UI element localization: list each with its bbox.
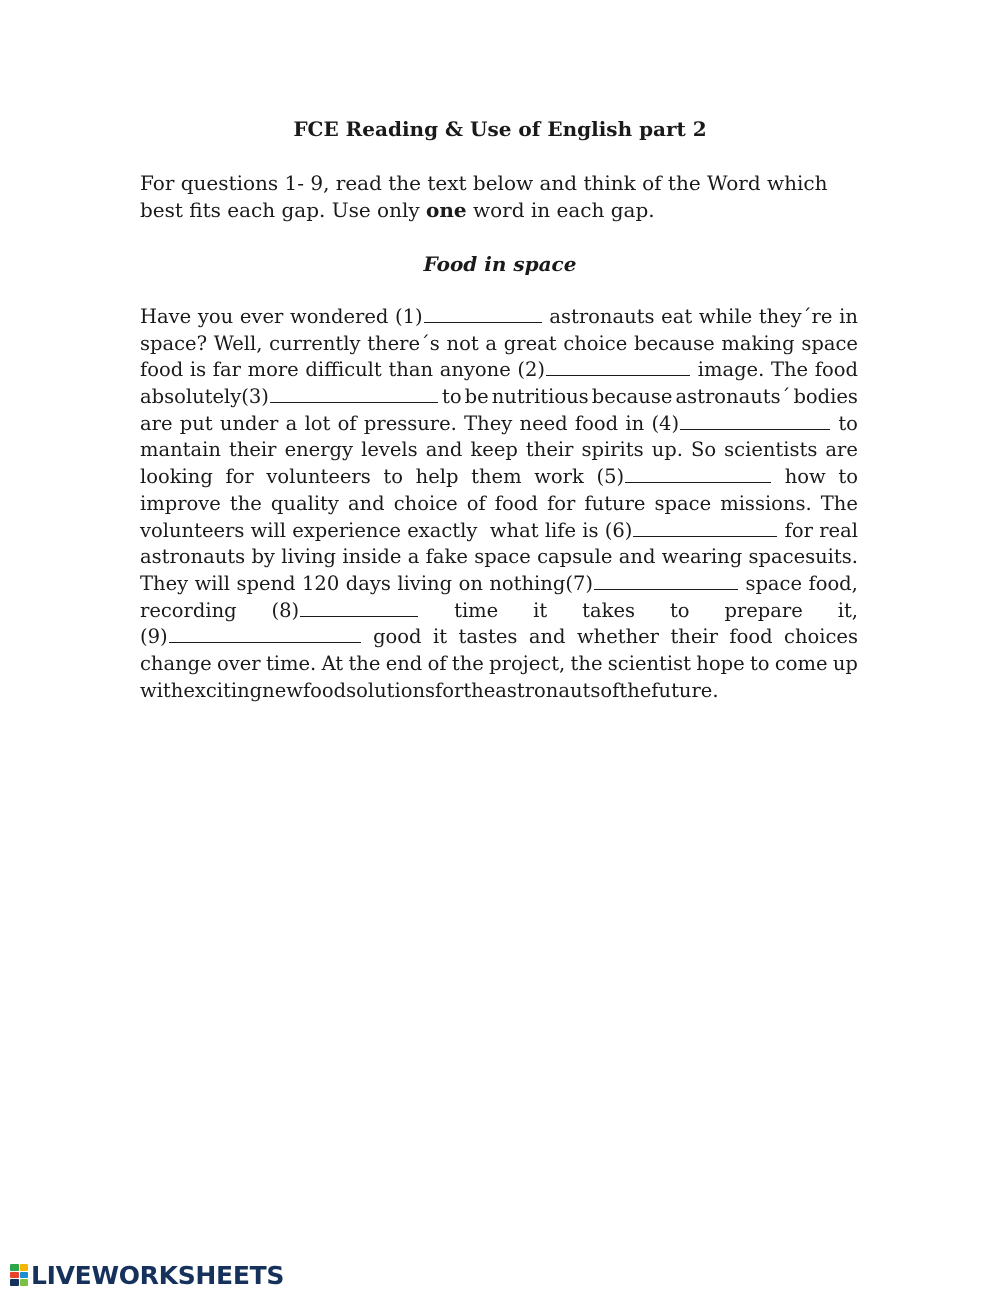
word: The bbox=[820, 491, 858, 515]
word: the bbox=[229, 491, 262, 515]
word: missions. bbox=[720, 491, 812, 515]
word: spend bbox=[236, 571, 296, 595]
word: up bbox=[832, 651, 858, 675]
word: (6) bbox=[605, 518, 779, 545]
word: spacesuits. bbox=[748, 545, 858, 569]
word: on bbox=[458, 571, 483, 595]
word: than bbox=[388, 358, 434, 382]
word: space bbox=[654, 491, 712, 515]
word: to bbox=[669, 598, 690, 622]
word: food bbox=[302, 678, 347, 702]
logo-text: LIVEWORKSHEETS bbox=[31, 1260, 285, 1290]
text-line bbox=[140, 357, 858, 384]
word: wondered bbox=[290, 305, 389, 328]
word: in bbox=[625, 411, 645, 435]
word: They bbox=[140, 571, 189, 595]
word: currently bbox=[269, 331, 361, 355]
word: are bbox=[140, 411, 173, 435]
text-line bbox=[140, 437, 858, 464]
text-line bbox=[140, 331, 858, 358]
page-heading: FCE Reading & Use of English part 2 bbox=[293, 117, 707, 141]
word: food bbox=[574, 411, 619, 435]
word: more bbox=[247, 358, 299, 382]
word: astronauts bbox=[140, 545, 246, 569]
word: living bbox=[281, 545, 337, 569]
word: days bbox=[345, 571, 391, 595]
answer-gap-6[interactable] bbox=[633, 518, 777, 537]
logo-tile bbox=[20, 1264, 29, 1271]
word: over bbox=[217, 651, 261, 675]
word: put bbox=[179, 411, 213, 435]
word: hope bbox=[696, 651, 745, 675]
word: So bbox=[691, 438, 717, 462]
word: takes bbox=[582, 598, 635, 622]
word: to bbox=[749, 651, 770, 675]
word: The bbox=[770, 358, 809, 382]
word: choice bbox=[563, 331, 628, 355]
word: are bbox=[825, 438, 858, 462]
word: you bbox=[197, 305, 234, 328]
word: help bbox=[415, 465, 459, 489]
word: prepare bbox=[724, 598, 803, 622]
word: of bbox=[466, 491, 486, 515]
word: change bbox=[140, 651, 212, 675]
word: space bbox=[474, 545, 531, 569]
word: to bbox=[441, 385, 462, 409]
word: volunteers bbox=[266, 465, 371, 489]
word: a bbox=[485, 331, 498, 355]
liveworksheets-logo bbox=[10, 1260, 284, 1290]
word: not bbox=[446, 331, 479, 355]
word: it, bbox=[837, 598, 858, 622]
word: the bbox=[619, 678, 652, 702]
word: (5) bbox=[596, 464, 772, 491]
text-title: Food in space bbox=[423, 252, 577, 276]
word: whether bbox=[576, 625, 659, 649]
word: energy bbox=[284, 438, 354, 462]
answer-gap-9[interactable] bbox=[169, 624, 361, 643]
word: lot bbox=[304, 411, 331, 435]
word: by bbox=[251, 545, 275, 569]
word: it bbox=[533, 598, 548, 622]
text-line bbox=[140, 491, 858, 518]
instructions-text-after: word in each gap. bbox=[466, 198, 655, 222]
word: will bbox=[250, 518, 287, 542]
word: mantain bbox=[140, 438, 221, 462]
word: exciting bbox=[183, 678, 263, 702]
word: eat bbox=[661, 305, 693, 328]
word: tastes bbox=[458, 625, 518, 649]
word: food bbox=[729, 625, 773, 649]
word: for bbox=[784, 518, 813, 542]
logo-tile bbox=[20, 1279, 29, 1286]
answer-gap-7[interactable] bbox=[594, 571, 738, 590]
answer-gap-1[interactable] bbox=[424, 304, 542, 323]
word: space bbox=[745, 571, 803, 595]
word: work bbox=[534, 465, 584, 489]
word: far bbox=[212, 358, 241, 382]
word: because bbox=[633, 331, 715, 355]
word: for bbox=[225, 465, 254, 489]
word: improve bbox=[140, 491, 221, 515]
text-line bbox=[140, 304, 858, 331]
word: 120 bbox=[302, 571, 340, 595]
answer-gap-3[interactable] bbox=[270, 384, 438, 403]
answer-gap-4[interactable] bbox=[680, 411, 830, 430]
word: what bbox=[483, 518, 539, 542]
text-line bbox=[140, 384, 858, 411]
word: recording bbox=[140, 598, 237, 622]
word: (8) bbox=[272, 598, 420, 625]
word: and bbox=[348, 491, 385, 515]
word: food bbox=[814, 358, 858, 382]
word: real bbox=[819, 518, 858, 542]
word: time. bbox=[265, 651, 317, 675]
word: new bbox=[262, 678, 303, 702]
logo-tile bbox=[10, 1264, 19, 1271]
word: ever bbox=[239, 305, 284, 328]
word: and bbox=[528, 625, 566, 649]
text-line bbox=[140, 544, 858, 571]
text-line bbox=[140, 598, 858, 625]
word: the bbox=[451, 651, 484, 675]
word: experience bbox=[292, 518, 401, 542]
word: wearing bbox=[661, 545, 743, 569]
word: it bbox=[432, 625, 448, 649]
word: time bbox=[454, 598, 499, 622]
word: astronauts bbox=[549, 305, 655, 328]
word: solutions bbox=[346, 678, 436, 702]
word: making bbox=[721, 331, 795, 355]
word: because bbox=[591, 385, 673, 409]
liveworksheets-logo-icon bbox=[10, 1264, 28, 1286]
text-line bbox=[140, 571, 858, 598]
word: of bbox=[600, 678, 620, 702]
word: choice bbox=[393, 491, 458, 515]
word: to bbox=[838, 411, 858, 435]
word: space? bbox=[140, 331, 208, 355]
word: nothing(7) bbox=[489, 571, 739, 598]
word: to bbox=[838, 465, 858, 489]
word: (9) bbox=[140, 624, 362, 651]
word: They bbox=[464, 411, 513, 435]
word: come bbox=[774, 651, 828, 675]
word: looking bbox=[140, 465, 213, 489]
word: levels bbox=[361, 438, 418, 462]
word: space bbox=[801, 331, 858, 355]
word: under bbox=[219, 411, 279, 435]
instructions-text-before: For questions 1- 9, read the text below and think of the Word which best fits each gap. Use only bbox=[140, 171, 828, 222]
word: how bbox=[784, 465, 826, 489]
word: (4) bbox=[651, 411, 831, 438]
word: food bbox=[140, 358, 184, 382]
word: future. bbox=[651, 678, 719, 702]
word: At bbox=[321, 651, 344, 675]
word: fake bbox=[425, 545, 468, 569]
word: their bbox=[229, 438, 277, 462]
word: a bbox=[407, 545, 420, 569]
gap-fill-text bbox=[140, 304, 858, 704]
word: pressure. bbox=[363, 411, 457, 435]
word: the bbox=[348, 651, 381, 675]
word: there´s bbox=[367, 331, 440, 355]
word: (1) bbox=[395, 304, 543, 331]
instructions bbox=[140, 170, 860, 224]
word: food bbox=[494, 491, 538, 515]
word: of bbox=[427, 651, 447, 675]
word: great bbox=[503, 331, 557, 355]
word: scientist bbox=[607, 651, 691, 675]
word: them bbox=[471, 465, 522, 489]
word: is bbox=[189, 358, 207, 382]
word: quality bbox=[270, 491, 339, 515]
word: in bbox=[839, 305, 858, 328]
word: the bbox=[463, 678, 496, 702]
word: Have bbox=[140, 305, 192, 328]
word: food, bbox=[808, 571, 858, 595]
word: Well, bbox=[213, 331, 263, 355]
word: inside bbox=[342, 545, 402, 569]
logo-tile bbox=[10, 1272, 19, 1279]
word: spirits bbox=[581, 438, 644, 462]
word: and bbox=[618, 545, 656, 569]
word: exactly bbox=[407, 518, 478, 542]
logo-tile bbox=[10, 1279, 19, 1286]
word: nutritious bbox=[491, 385, 589, 409]
word: living bbox=[397, 571, 453, 595]
word: bodies bbox=[793, 385, 858, 409]
word: their bbox=[670, 625, 718, 649]
text-line bbox=[140, 678, 858, 705]
word: for bbox=[547, 491, 576, 515]
text-line bbox=[140, 624, 858, 651]
word: their bbox=[525, 438, 574, 462]
word: of bbox=[337, 411, 357, 435]
word: volunteers bbox=[140, 518, 245, 542]
word: with bbox=[140, 678, 184, 702]
word: they´re bbox=[758, 305, 833, 328]
word: for bbox=[435, 678, 464, 702]
word: difficult bbox=[305, 358, 382, 382]
word: will bbox=[194, 571, 230, 595]
word: astronauts´ bbox=[675, 385, 791, 409]
word: to bbox=[383, 465, 403, 489]
word: while bbox=[698, 305, 753, 328]
word: project, bbox=[489, 651, 566, 675]
word: be bbox=[464, 385, 489, 409]
word: need bbox=[519, 411, 568, 435]
word: scientists bbox=[724, 438, 818, 462]
instructions-bold-word: one bbox=[426, 198, 467, 222]
word: choices bbox=[784, 625, 858, 649]
word: astronauts bbox=[495, 678, 601, 702]
word: good bbox=[373, 625, 422, 649]
word: end bbox=[385, 651, 423, 675]
word: anyone bbox=[439, 358, 511, 382]
word: and bbox=[425, 438, 463, 462]
word: absolutely(3) bbox=[140, 384, 439, 411]
word: up. bbox=[651, 438, 683, 462]
text-line bbox=[140, 518, 858, 545]
word: capsule bbox=[537, 545, 613, 569]
word: a bbox=[285, 411, 298, 435]
word: keep bbox=[470, 438, 518, 462]
word: life bbox=[544, 518, 577, 542]
answer-gap-8[interactable] bbox=[300, 598, 418, 617]
word: is bbox=[582, 518, 599, 542]
word: future bbox=[584, 491, 646, 515]
word: the bbox=[570, 651, 603, 675]
text-line bbox=[140, 651, 858, 678]
word: image. bbox=[697, 358, 765, 382]
answer-gap-2[interactable] bbox=[546, 357, 690, 376]
word: (2) bbox=[517, 357, 691, 384]
logo-tile bbox=[20, 1272, 29, 1279]
text-line bbox=[140, 411, 858, 438]
answer-gap-5[interactable] bbox=[625, 464, 771, 483]
text-line bbox=[140, 464, 858, 491]
